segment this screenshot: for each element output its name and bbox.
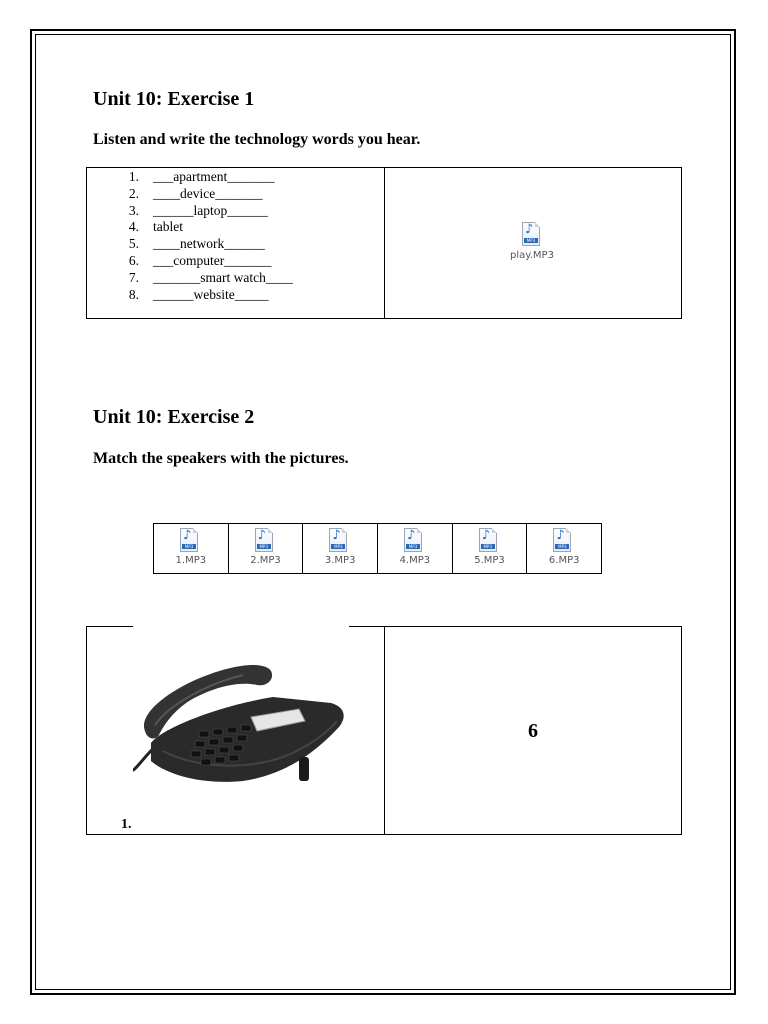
mp3-file-icon[interactable]: ♪ MP3 [255,528,275,554]
exercise1-table [86,167,682,319]
mp3-file-icon[interactable]: ♪ MP3 [180,528,200,554]
audio-file-6[interactable] [527,524,601,573]
mp3-file-icon[interactable]: ♪ MP3 [479,528,499,554]
exercise2-heading: Unit 10: Exercise 2 [93,406,255,428]
word-list [111,169,293,303]
exercise1-heading: Unit 10: Exercise 1 [93,88,255,110]
table-divider [384,627,385,834]
picture-number: 1. [121,817,132,832]
list-item: 3. ______laptop______ [128,202,268,218]
telephone-icon [133,657,351,797]
audio-file-1[interactable] [154,524,229,573]
exercise1-instruction: Listen and write the technology words you hear. [93,131,421,148]
answer-number: 6 [528,720,538,742]
desk-telephone-image [133,657,351,797]
list-item: 6. ___computer_______ [128,252,272,268]
audio-files-strip [153,523,602,574]
list-item: 7. _______smart watch____ [128,269,293,285]
audio-file-5[interactable] [453,524,528,573]
list-item: 1. ___apartment_______ [128,169,275,184]
image-overlap [133,625,349,629]
mp3-file-icon[interactable]: ♪ MP3 [329,528,349,554]
audio-file-label[interactable]: 3.MP3 [324,555,356,566]
play-mp3-label[interactable]: play.MP3 [510,250,554,261]
list-item: 2. ____device_______ [128,185,263,201]
table-divider [384,168,385,318]
list-item: 5. ____network______ [128,236,265,252]
audio-file-label[interactable]: 5.MP3 [474,555,505,566]
mp3-file-icon[interactable]: ♪ MP3 [404,528,424,554]
audio-file-label[interactable]: 2.MP3 [250,555,281,566]
audio-file-label[interactable]: 4.MP3 [399,555,431,566]
list-item: 8. ______website_____ [128,286,269,302]
audio-file-2[interactable] [229,524,304,573]
audio-file-label[interactable]: 1.MP3 [175,555,207,566]
list-item: 4. tablet [128,219,183,235]
audio-file-4[interactable] [378,524,453,573]
mp3-file-icon[interactable]: ♪ MP3 [522,222,542,248]
mp3-file-icon[interactable]: ♪ MP3 [553,528,573,554]
exercise2-instruction: Match the speakers with the pictures. [93,450,349,467]
audio-file-3[interactable] [303,524,378,573]
audio-file-label[interactable]: 6.MP3 [548,555,580,566]
exercise2-table [86,626,682,835]
